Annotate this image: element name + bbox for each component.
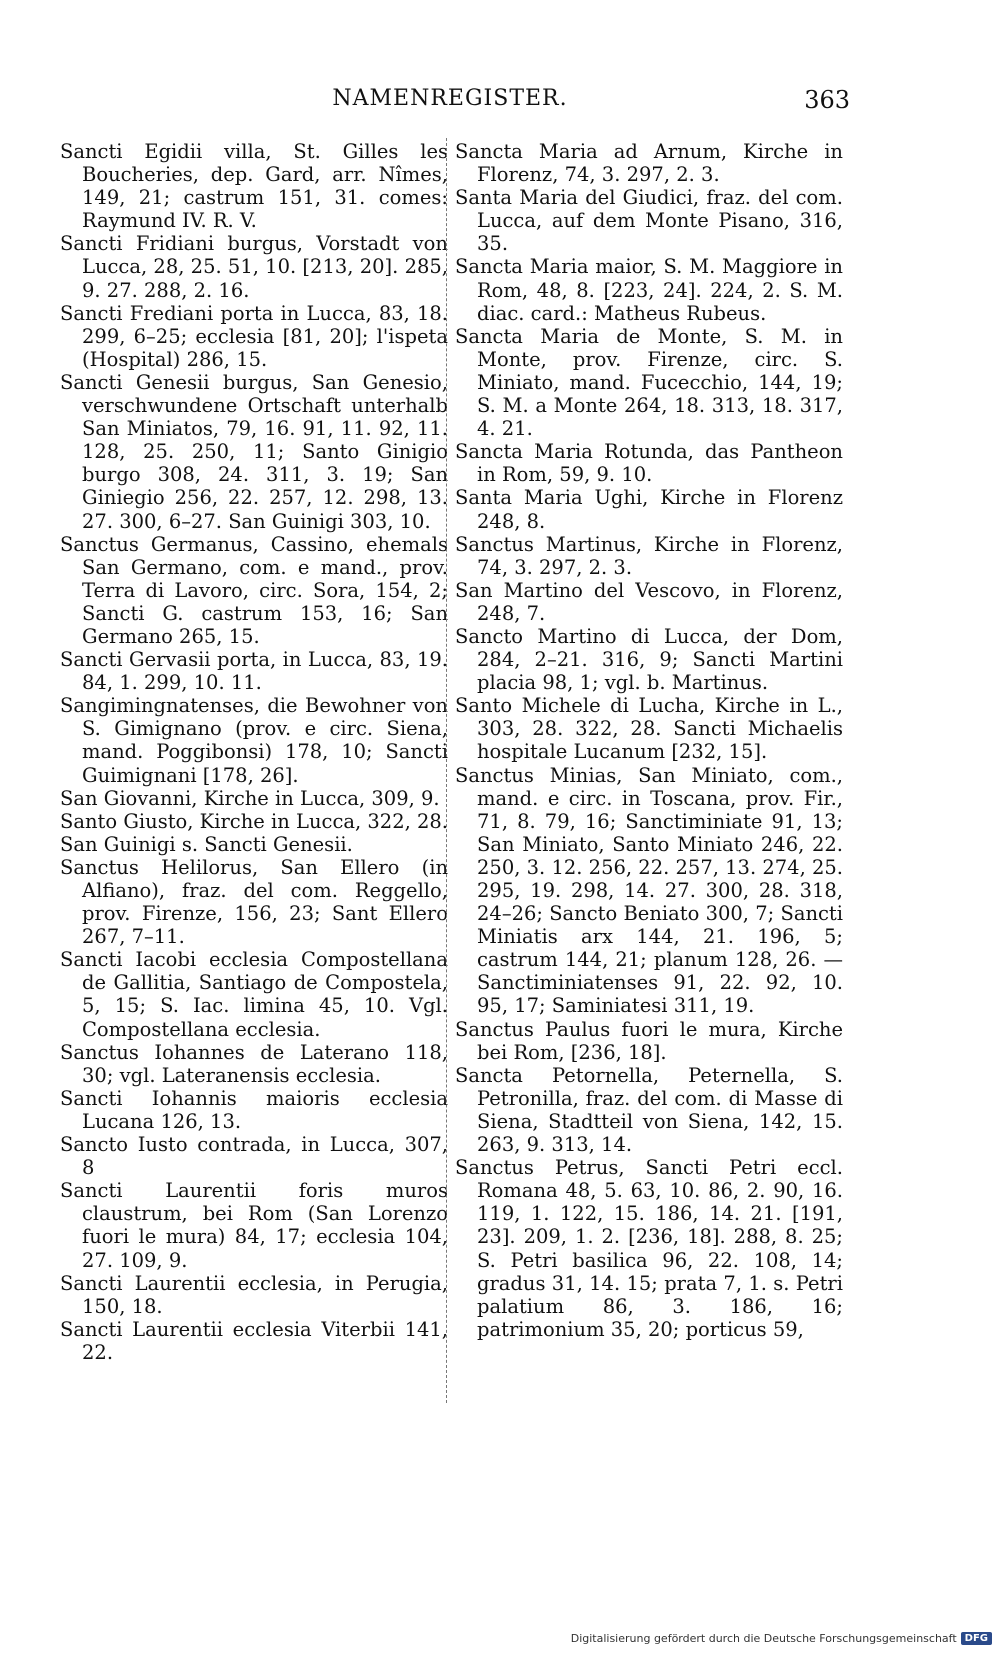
index-entry: Sancta Maria maior, S. M. Maggiore in Rom, 48, 8. [223, 24]. 224, 2. S. M. diac. card.: Matheus Rubeus. bbox=[455, 255, 843, 325]
index-entry: Sancta Petornella, Peternella, S. Petronilla, fraz. del com. di Masse di Siena, Stadtteil von Siena, 142, 15. 263, 9. 313, 14. bbox=[455, 1063, 843, 1157]
column-divider bbox=[446, 138, 447, 1403]
index-entry: Sanctus Minias, San Miniato, com., mand. e circ. in Toscana, prov. Fir., 71, 8. 79, 16; Sanctiminiate 91, 13; San Miniato, Santo Miniato 246, 22. 250, 3. 12. 256, 22. 257, 13. 274, 25. 295, 19. 298, 14. 27. 300, 28. 318, 24–26; Sancto Beniato 300, 7; Sancti Miniatis arx 144, 21. 196, 5; castrum 144, 21; planum 128, 26. — Sanctiminiatenses 91, 22. 92, 10. 95, 17; Saminiatesi 311, 19. bbox=[455, 763, 843, 1018]
index-entry: Sanctus Petrus, Sancti Petri eccl. Romana 48, 5. 63, 10. 86, 2. 90, 16. 119, 1. 122, 15. 186, 14. 21. [191, 23]. 209, 1. 2. [236, 18]. 288, 8. 25; S. Petri basilica 96, 22. 108, 14; gradus 31, 14. 15; prata 7, 1. s. Petri palatium 86, 3. 186, 16; patrimonium 35, 20; porticus 59, bbox=[455, 1156, 843, 1341]
index-entry: Sancti Iohannis maioris ecclesia Lucana 126, 13. bbox=[60, 1086, 448, 1133]
footer-text: Digitalisierung gefördert durch die Deutsche Forschungsgemeinschaft bbox=[570, 1632, 957, 1645]
dfg-logo-icon: DFG bbox=[961, 1632, 992, 1645]
index-entry: Santo Giusto, Kirche in Lucca, 322, 28. bbox=[60, 809, 449, 833]
footer bbox=[571, 1632, 992, 1645]
index-entry: Sancta Maria ad Arnum, Kirche in Florenz, 74, 3. 297, 2. 3. bbox=[455, 140, 843, 187]
index-entry: Santo Michele di Lucha, Kirche in L., 303, 28. 322, 28. Sancti Michaelis hospitale Lucanum [232, 15]. bbox=[455, 694, 843, 764]
index-entry: San Martino del Vescovo, in Florenz, 248, 7. bbox=[455, 578, 843, 625]
index-entry: Sancti Iacobi ecclesia Compostellana de Gallitia, Santiago de Compostela, 5, 15; S. Iac. limina 45, 10. Vgl. Compostellana ecclesia. bbox=[60, 948, 448, 1041]
index-entry: Sancti Fridiani burgus, Vorstadt von Lucca, 28, 25. 51, 10. [213, 20]. 285, 9. 27. 288, 2. 16. bbox=[60, 232, 448, 302]
index-entry: Sancti Laurentii foris muros claustrum, bei Rom (San Lorenzo fuori le mura) 84, 17; ecclesia 104, 27. 109, 9. bbox=[60, 1179, 448, 1272]
index-entry: Sanctus Iohannes de Laterano 118, 30; vgl. Lateranensis ecclesia. bbox=[60, 1040, 448, 1087]
index-entry: Sancta Maria de Monte, S. M. in Monte, prov. Firenze, circ. S. Miniato, mand. Fucecchio, 144, 19; S. M. a Monte 264, 18. 313, 18. 317, 4. 21. bbox=[455, 324, 843, 441]
right-column bbox=[455, 140, 843, 1341]
page-header bbox=[60, 86, 850, 120]
page-number: 363 bbox=[804, 86, 850, 114]
index-entry: Sancta Maria Rotunda, das Pantheon in Rom, 59, 9. 10. bbox=[455, 440, 843, 487]
index-entry: Santa Maria del Giudici, fraz. del com. Lucca, auf dem Monte Pisano, 316, 35. bbox=[455, 186, 843, 256]
running-title: NAMENREGISTER. bbox=[332, 86, 568, 111]
index-entry: Sanctus Paulus fuori le mura, Kirche bei Rom, [236, 18]. bbox=[455, 1017, 843, 1064]
index-entry: Sancti Egidii villa, St. Gilles les Boucheries, dep. Gard, arr. Nîmes, 149, 21; castrum 151, 31. comes: Raymund IV. R. V. bbox=[60, 140, 448, 233]
index-entry: Santa Maria Ughi, Kirche in Florenz 248, 8. bbox=[455, 486, 843, 533]
index-entry: Sancti Gervasii porta, in Lucca, 83, 19. 84, 1. 299, 10. 11. bbox=[60, 648, 448, 695]
index-entry: San Guinigi s. Sancti Genesii. bbox=[60, 832, 353, 856]
index-entry: Sancto Iusto contrada, in Lucca, 307, 8 bbox=[60, 1133, 448, 1180]
left-column bbox=[60, 140, 448, 1364]
index-entry: Sancti Laurentii ecclesia, in Perugia, 150, 18. bbox=[60, 1271, 448, 1318]
index-entry: Sancti Genesii burgus, San Genesio, verschwundene Ortschaft unterhalb San Miniatos, 79, 16. 91, 11. 92, 11. 128, 25. 250, 11; Santo Ginigio burgo 308, 24. 311, 3. 19; San Giniegio 256, 22. 257, 12. 298, 13. 27. 300, 6–27. San Guinigi 303, 10. bbox=[60, 370, 448, 533]
index-entry: Sancto Martino di Lucca, der Dom, 284, 2–21. 316, 9; Sancti Martini placia 98, 1; vgl. b. Martinus. bbox=[455, 624, 843, 695]
index-entry: San Giovanni, Kirche in Lucca, 309, 9. bbox=[60, 786, 440, 810]
index-entry: Sanctus Germanus, Cassino, ehemals San Germano, com. e mand., prov. Terra di Lavoro, circ. Sora, 154, 2; Sancti G. castrum 153, 16; San Germano 265, 15. bbox=[60, 532, 448, 648]
index-entry: Sancti Frediani porta in Lucca, 83, 18. 299, 6–25; ecclesia [81, 20]; l'ispeta (Hospital) 286, 15. bbox=[60, 301, 448, 371]
index-entry: Sanctus Helilorus, San Ellero (in Alfiano), fraz. del com. Reggello, prov. Firenze, 156, 23; Sant Ellero 267, 7–11. bbox=[60, 855, 448, 949]
index-entry: Sancti Laurentii ecclesia Viterbii 141, 22. bbox=[60, 1317, 448, 1364]
index-entry: Sanctus Martinus, Kirche in Florenz, 74, 3. 297, 2. 3. bbox=[455, 532, 843, 579]
index-entry: Sangimingnatenses, die Bewohner von S. Gimignano (prov. e circ. Siena, mand. Poggibonsi) 178, 10; Sancti Guimignani [178, 26]. bbox=[60, 694, 448, 787]
